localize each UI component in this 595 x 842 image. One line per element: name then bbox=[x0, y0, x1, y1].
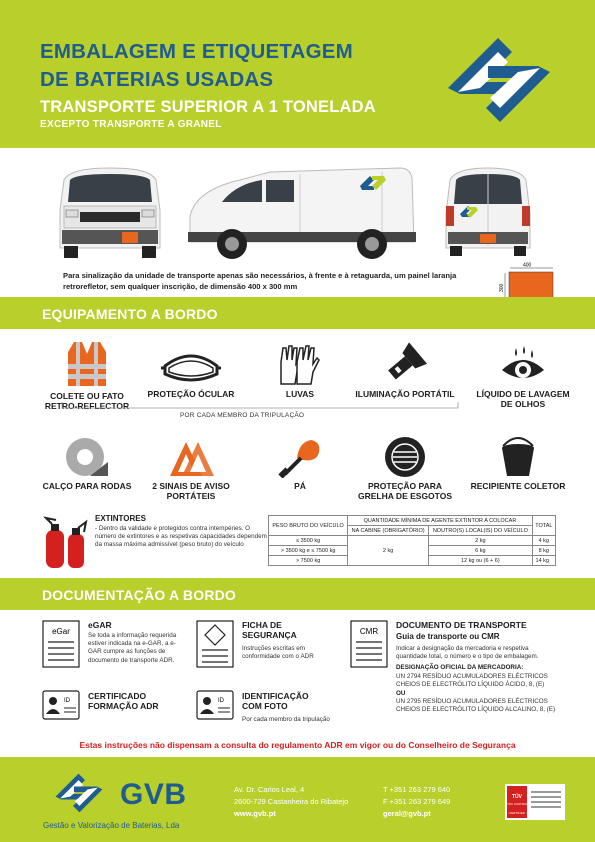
footer-contacts bbox=[383, 784, 450, 820]
extinguishers-text: - Dentro da validade e protegidos contra intempéries. O número de extintores e as respetivas capacidades dependem da massa máxima admissível (peso bruto) do veículo bbox=[95, 525, 267, 549]
photo-id-title-line2: COM FOTO bbox=[242, 700, 288, 711]
shovel-icon bbox=[277, 436, 323, 478]
equipment-label: RECIPIENTE COLETOR bbox=[470, 481, 566, 491]
equipment-wheel-chock bbox=[37, 436, 137, 492]
table-cell: 2 kg bbox=[348, 536, 429, 566]
eye-wash-icon bbox=[498, 346, 548, 386]
egar-icon-label: eGar bbox=[52, 627, 70, 636]
equipment-warning-signs bbox=[141, 436, 241, 502]
adr-certificate-title-line1: CERTIFICADO bbox=[88, 691, 147, 701]
footer-address bbox=[234, 784, 348, 820]
cmr-document-icon bbox=[350, 620, 388, 668]
tuv-certification-badge bbox=[505, 784, 565, 820]
footer-address-line1: Av. Dr. Carlos Leal, 4 bbox=[234, 785, 305, 794]
equipment-goggles bbox=[141, 350, 241, 400]
cmr-official-title: DESIGNAÇÃO OFICIAL DA MERCADORIA: bbox=[396, 664, 524, 671]
table-cell: 4 kg bbox=[532, 536, 555, 546]
photo-id-label: ID bbox=[218, 698, 224, 704]
footer-address-line2: 2600-729 Castanheira do Ribatejo bbox=[234, 797, 349, 806]
table-cell: > 3500 kg e ≤ 7500 kg bbox=[269, 546, 348, 556]
col-header-weight: PESO BRUTO DO VEÍCULO bbox=[269, 516, 348, 536]
equipment-label: LUVAS bbox=[285, 389, 315, 399]
cmr-icon-label: CMR bbox=[359, 627, 379, 636]
photo-id-icon bbox=[196, 690, 234, 720]
table-cell: ≤ 3500 kg bbox=[269, 536, 348, 546]
equipment-flashlight bbox=[355, 342, 455, 400]
equipment-gloves bbox=[250, 342, 350, 400]
egar-title: eGAR bbox=[88, 620, 112, 630]
svg-text:TÜV: TÜV bbox=[512, 794, 522, 800]
photo-id-text: Por cada membro da tripulação bbox=[242, 716, 330, 723]
table-cell: > 7500 kg bbox=[269, 556, 348, 566]
plate-instruction-text: Para sinalização da unidade de transporte apenas são necessários, à frente e à retaguarda, um painel laranja retrorefletor, sem qualquer inscrição, de dimensão 400 x 300 mm bbox=[63, 271, 457, 291]
orange-plate-diagram bbox=[495, 262, 555, 302]
gvb-footer-logo-icon bbox=[42, 770, 116, 816]
equipment-title: EQUIPAMENTO A BORDO bbox=[42, 306, 218, 322]
equipment-label: PROTEÇÃO PARA GRELHA DE ESGOTOS bbox=[358, 481, 452, 501]
gvb-logo-icon bbox=[440, 30, 558, 130]
extinguishers-title: EXTINTORES bbox=[95, 514, 146, 523]
cmr-un2794: UN 2794 RESÍDUO ACUMULADORES ELÉCTRICOS CHEIOS DE ELECTRÓLITO LÍQUIDO ÁCIDO, 8, (E) bbox=[396, 673, 548, 689]
equipment-bucket bbox=[468, 436, 568, 492]
col-header-other: NOUTRO(S) LOCAL(IS) DO VEÍCULO bbox=[428, 526, 532, 536]
id-card-label: ID bbox=[64, 698, 70, 704]
tuv-name-label: TÜV AUSTRIA bbox=[507, 802, 527, 806]
wheel-chock-icon bbox=[64, 436, 110, 478]
footer-brand: GVB bbox=[120, 778, 187, 811]
adr-certificate-title-line2: FORMAÇÃO ADR bbox=[88, 700, 159, 711]
col-header-cabin: NA CABINE (OBRIGATÓRIO) bbox=[348, 526, 429, 536]
egar-document-icon bbox=[42, 620, 80, 668]
safety-sheet-title bbox=[242, 621, 297, 641]
safety-sheet-title-line2: SEGURANÇA bbox=[242, 629, 297, 640]
plate-width-label: 400 bbox=[523, 262, 532, 269]
table-cell: 2 kg bbox=[428, 536, 532, 546]
warning-triangle-icon bbox=[166, 436, 216, 478]
crew-note: POR CADA MEMBRO DA TRIPULAÇÃO bbox=[176, 412, 308, 419]
cmr-text: Indicar a designação da mercadoria e respetiva quantidade total, o número e o tipo de embalagem. bbox=[396, 645, 539, 661]
page-subtitle: TRANSPORTE SUPERIOR A 1 TONELADA bbox=[40, 98, 376, 116]
van-side-view bbox=[188, 168, 416, 259]
tuv-logo-icon bbox=[505, 784, 565, 820]
equipment-label: LÍQUIDO DE LAVAGEM DE OLHOS bbox=[476, 389, 570, 409]
safety-sheet-icon bbox=[196, 620, 234, 668]
table-cell: 8 kg bbox=[532, 546, 555, 556]
table-row bbox=[269, 536, 556, 546]
flashlight-icon bbox=[380, 342, 430, 386]
footer-fax: F +351 263 279 649 bbox=[383, 797, 451, 806]
safety-sheet-text: Instruções escritas em conformidade com o ADR bbox=[242, 645, 314, 661]
equipment-vest bbox=[37, 340, 137, 412]
egar-text: Se toda a informação requerida estiver indicada na e-GAR, a e-GAR cumpre as funções de documento de transporte ADR. bbox=[88, 632, 177, 664]
documentation-band bbox=[0, 578, 595, 610]
equipment-eye-wash bbox=[473, 346, 573, 410]
footer-tagline: Gestão e Valorização de Baterias, Lda bbox=[43, 821, 180, 830]
adr-certificate-title bbox=[88, 692, 159, 712]
equipment-label: COLETE OU FATO RETRO-REFLECTOR bbox=[44, 391, 130, 411]
equipment-label: CALÇO PARA RODAS bbox=[42, 481, 132, 491]
footer-website-link[interactable]: www.gvb.pt bbox=[234, 809, 276, 818]
photo-id-title bbox=[242, 692, 309, 712]
equipment-label: 2 SINAIS DE AVISO PORTÁTEIS bbox=[152, 481, 230, 501]
equipment-label: PÁ bbox=[294, 481, 306, 491]
footer-email-link[interactable]: geral@gvb.pt bbox=[383, 809, 431, 818]
table-cell: 6 kg bbox=[428, 546, 532, 556]
equipment-drain-cover bbox=[355, 436, 455, 502]
tuv-certified-label: CERTIFIED bbox=[509, 811, 525, 815]
table-cell: 14 kg bbox=[532, 556, 555, 566]
extinguishers-table bbox=[268, 515, 556, 566]
plate-height-label: 300 bbox=[499, 283, 505, 292]
cmr-title: DOCUMENTO DE TRANSPORTE bbox=[396, 620, 527, 630]
col-header-total: TOTAL bbox=[532, 516, 555, 536]
goggles-icon bbox=[161, 350, 221, 386]
van-front-view bbox=[60, 168, 160, 258]
equipment-label: ILUMINAÇÃO PORTÁTIL bbox=[355, 389, 455, 399]
equipment-shovel bbox=[250, 436, 350, 492]
fire-extinguisher-icon bbox=[42, 514, 90, 570]
equipment-band bbox=[0, 297, 595, 329]
van-rear-view bbox=[446, 168, 530, 256]
reflective-vest-icon bbox=[62, 340, 112, 388]
cmr-un2795: UN 2795 RESÍDUO ACUMULADORES ELÉCTRICOS CHEIOS DE ELECTRÓLITO LÍQUIDO ALCALINO, 8, (E) bbox=[396, 698, 556, 714]
cmr-or: OU bbox=[396, 690, 406, 697]
footer-phone: T +351 263 279 640 bbox=[383, 785, 451, 794]
safety-sheet-title-line1: FICHA DE bbox=[242, 620, 282, 630]
disclaimer-text: Estas instruções não dispensam a consulta do regulamento ADR em vigor ou do Conselheiro de Segurança bbox=[79, 740, 516, 750]
id-card-icon bbox=[42, 690, 80, 720]
page-note: EXCEPTO TRANSPORTE A GRANEL bbox=[40, 119, 222, 130]
table-cell: 12 kg ou (6 + 6) bbox=[428, 556, 532, 566]
page-title-line2: DE BATERIAS USADAS bbox=[40, 68, 274, 91]
col-header-group: QUANTIDADE MÍNIMA DE AGENTE EXTINTOR A COLOCAR bbox=[348, 516, 532, 526]
bucket-icon bbox=[495, 436, 541, 478]
equipment-label: PROTEÇÃO ÓCULAR bbox=[147, 389, 235, 399]
gloves-icon bbox=[275, 342, 325, 386]
photo-id-title-line1: IDENTIFICAÇÃO bbox=[242, 691, 309, 701]
orange-plate bbox=[509, 272, 553, 300]
documentation-title: DOCUMENTAÇÃO A BORDO bbox=[42, 587, 237, 603]
cmr-subtitle: Guia de transporte ou CMR bbox=[396, 632, 500, 641]
page-title-line1: EMBALAGEM E ETIQUETAGEM bbox=[40, 40, 353, 63]
drain-cover-icon bbox=[382, 436, 428, 478]
